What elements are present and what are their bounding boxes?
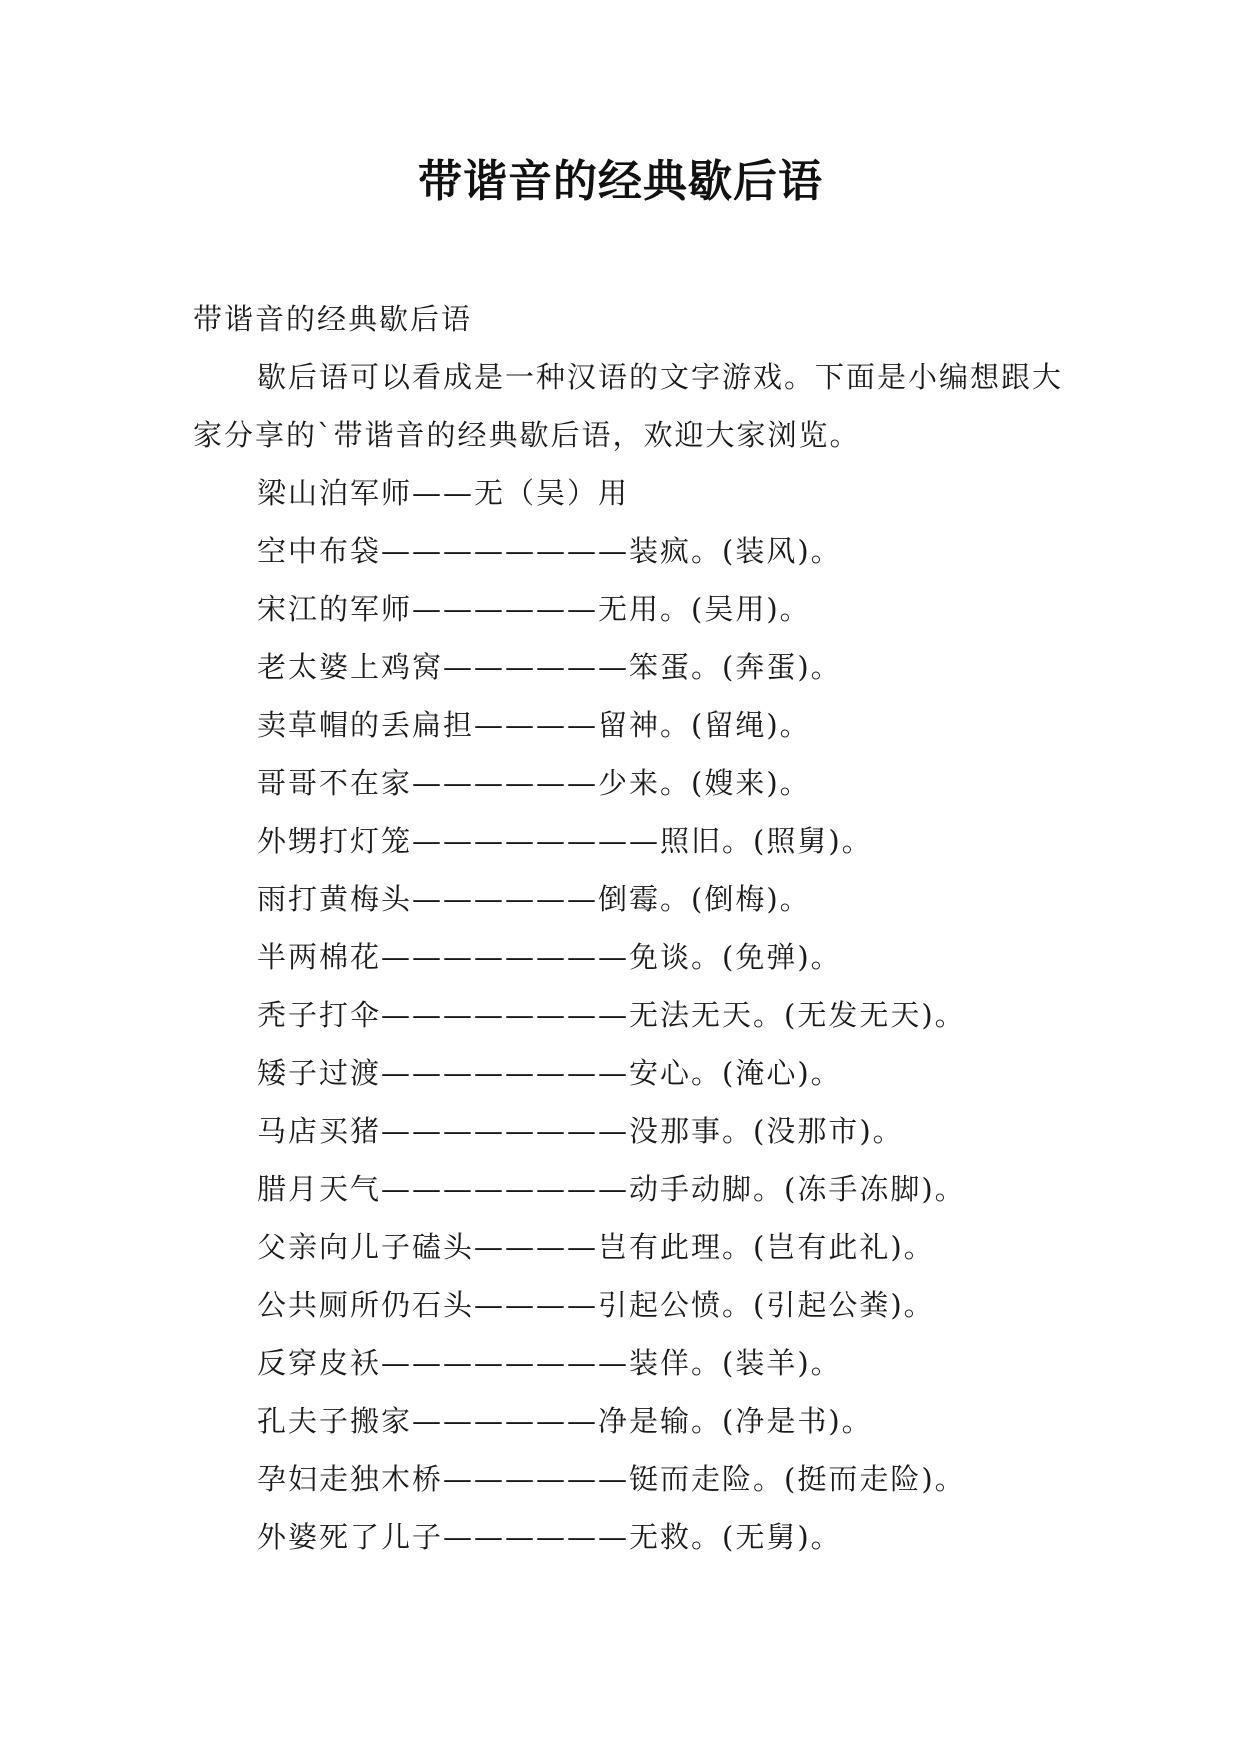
list-item: 外甥打灯笼————————照旧。(照舅)。 xyxy=(257,824,873,858)
document-subtitle: 带谐音的经典歇后语 xyxy=(193,302,473,336)
intro-paragraph xyxy=(193,348,1063,464)
list-item: 半两棉花————————免谈。(免弹)。 xyxy=(257,940,842,974)
list-item: 雨打黄梅头——————倒霉。(倒梅)。 xyxy=(257,882,811,916)
list-item: 马店买猪————————没那事。(没那市)。 xyxy=(257,1114,904,1148)
list-item: 卖草帽的丢扁担————留神。(留绳)。 xyxy=(257,708,811,742)
list-item: 父亲向儿子磕头————岂有此理。(岂有此礼)。 xyxy=(257,1230,935,1264)
list-item: 孔夫子搬家——————净是输。(净是书)。 xyxy=(257,1404,873,1438)
list-item: 矮子过渡————————安心。(淹心)。 xyxy=(257,1056,842,1090)
proverb-list xyxy=(257,464,1077,1566)
list-item: 反穿皮袄————————装佯。(装羊)。 xyxy=(257,1346,842,1380)
list-item: 空中布袋————————装疯。(装风)。 xyxy=(257,534,842,568)
list-item: 公共厕所仍石头————引起公愤。(引起公粪)。 xyxy=(257,1288,935,1322)
list-item: 宋江的军师——————无用。(吴用)。 xyxy=(257,592,811,626)
list-item: 秃子打伞————————无法无天。(无发无天)。 xyxy=(257,998,966,1032)
list-item: 梁山泊军师——无（吴）用 xyxy=(257,476,630,510)
list-item: 腊月天气————————动手动脚。(冻手冻脚)。 xyxy=(257,1172,966,1206)
list-item: 哥哥不在家——————少来。(嫂来)。 xyxy=(257,766,811,800)
list-item: 外婆死了儿子——————无救。(无舅)。 xyxy=(257,1520,842,1554)
list-item: 孕妇走独木桥——————铤而走险。(挺而走险)。 xyxy=(257,1462,966,1496)
list-item: 老太婆上鸡窝——————笨蛋。(奔蛋)。 xyxy=(257,650,842,684)
document-title: 带谐音的经典歇后语 xyxy=(418,156,823,207)
intro-text: 歇后语可以看成是一种汉语的文字游戏。下面是小编想跟大家分享的`带谐音的经典歇后语，欢迎大家浏览。 xyxy=(193,360,1064,452)
